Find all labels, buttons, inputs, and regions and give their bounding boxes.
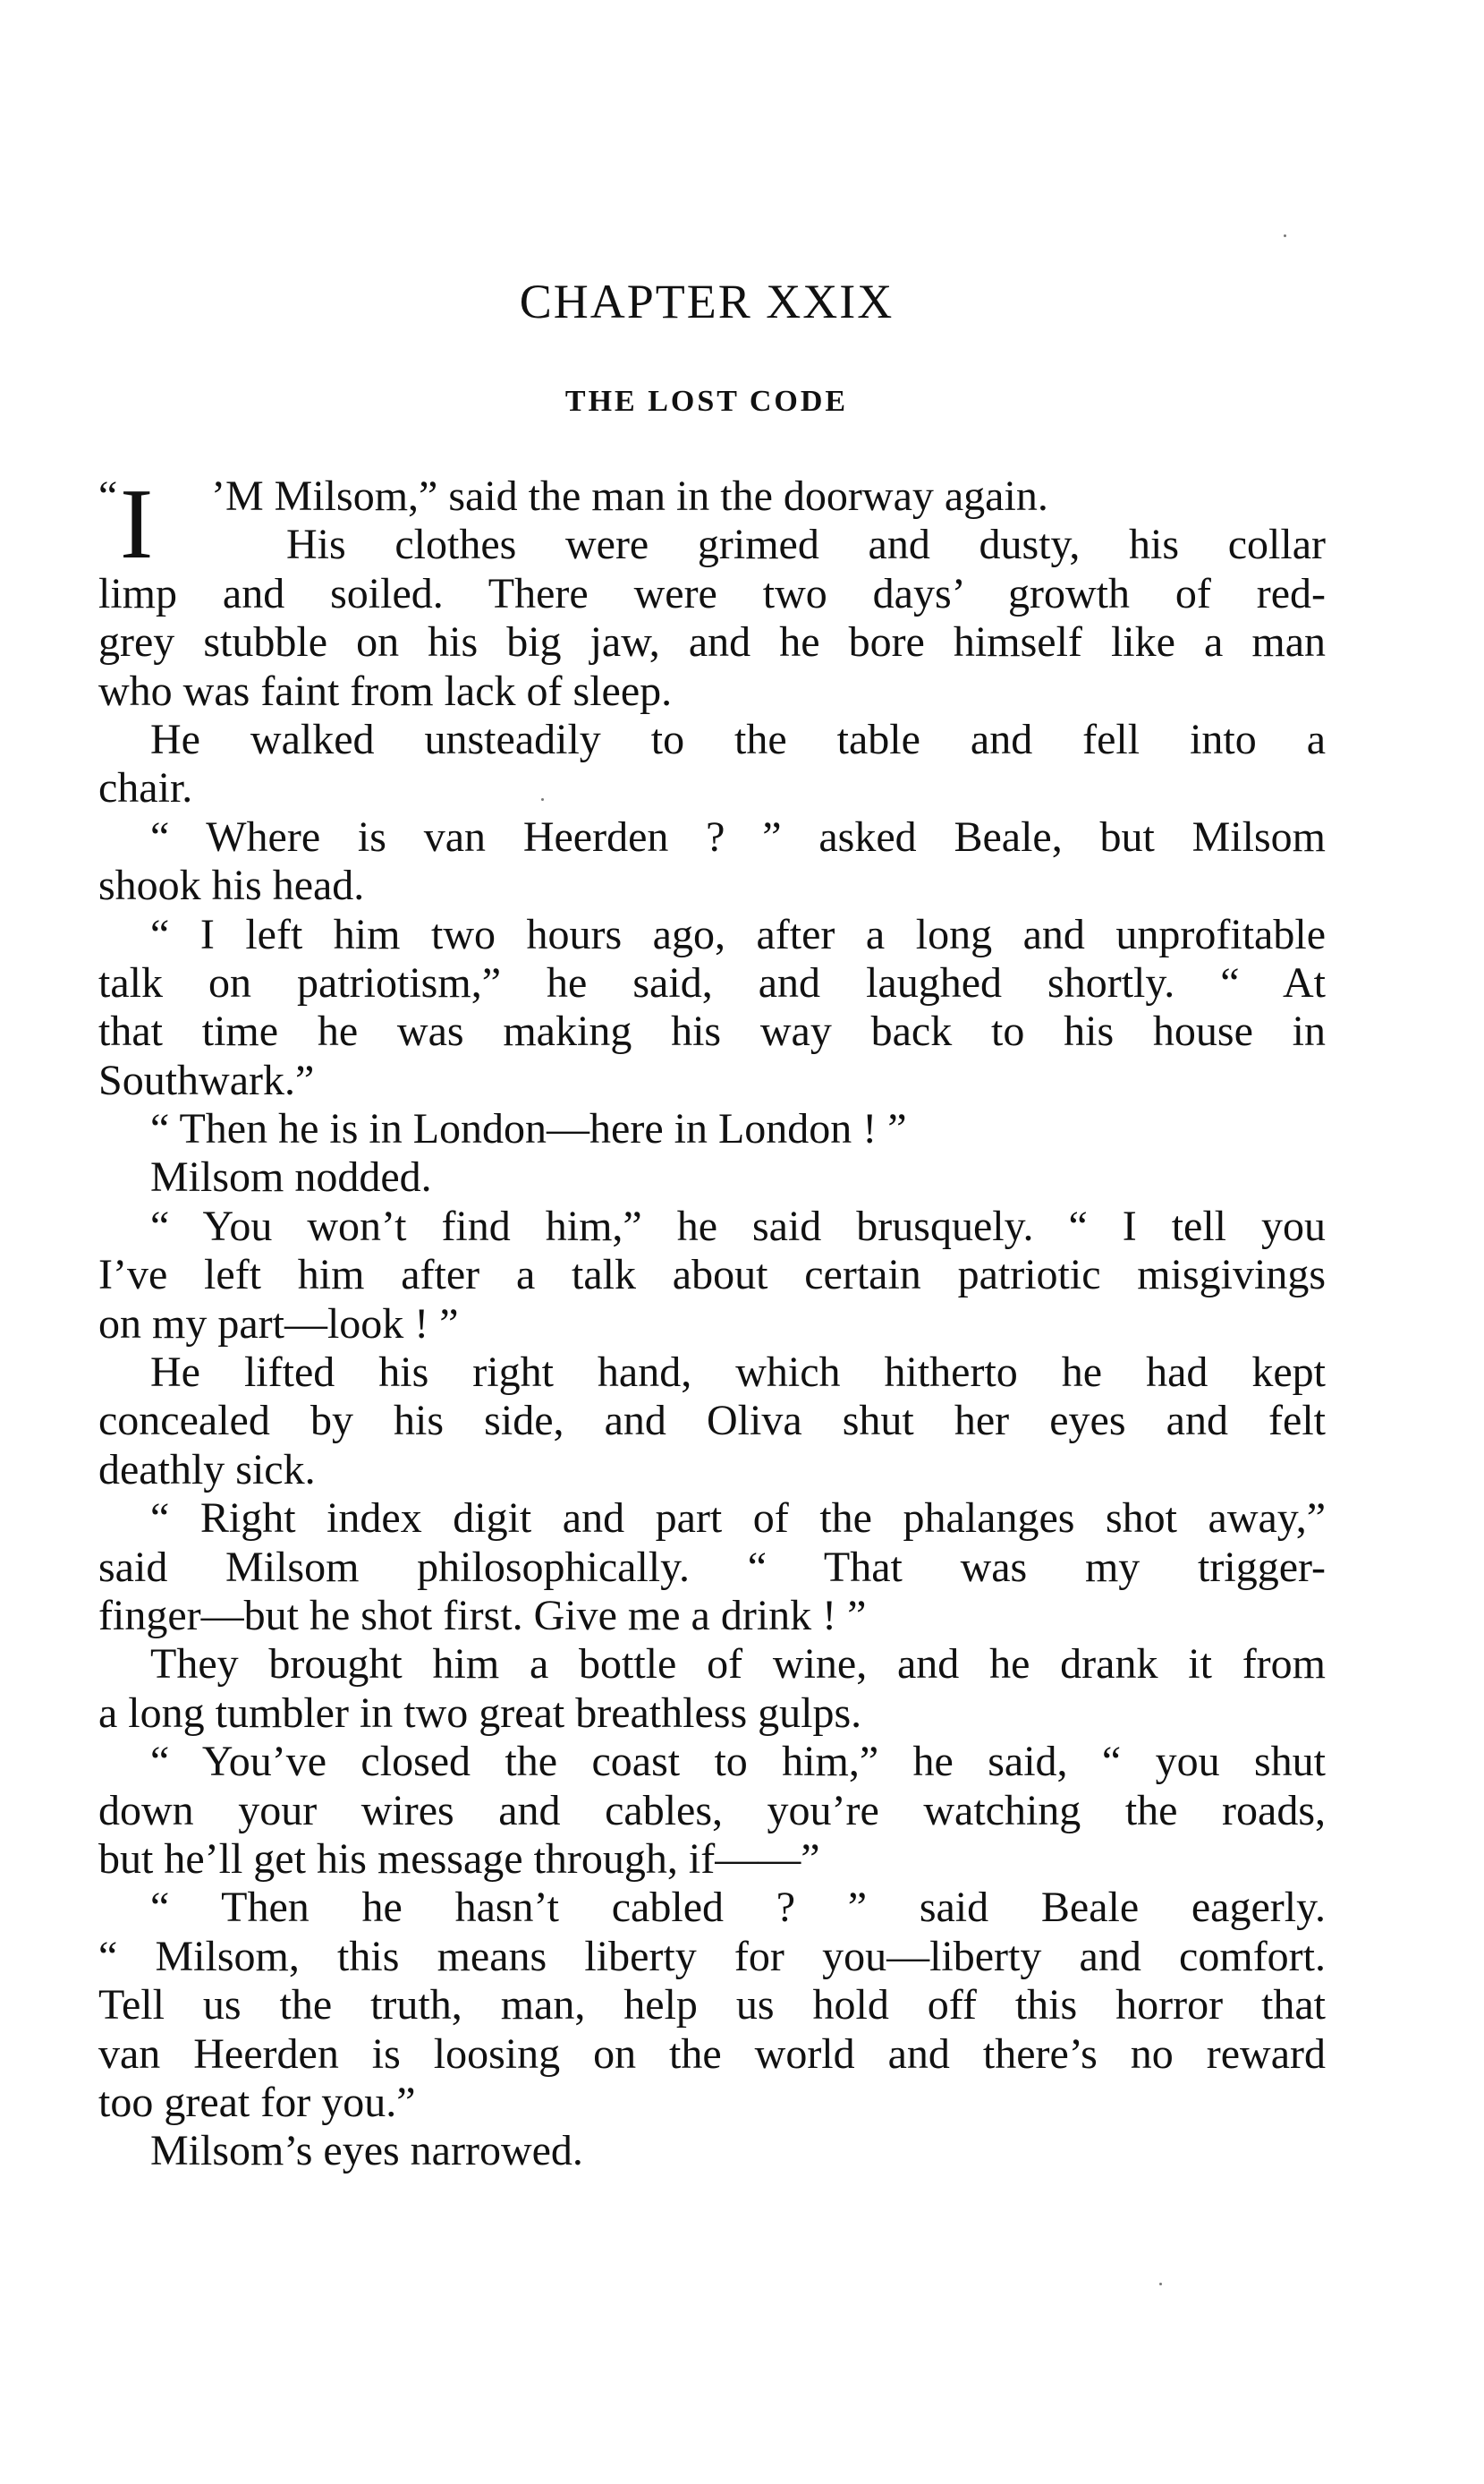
text-line: too great for you.” bbox=[98, 2078, 416, 2126]
text-line: “ You won’t find him,” he said brusquely. “ I tell you bbox=[150, 1202, 1326, 1250]
text-line: Milsom nodded. bbox=[150, 1153, 432, 1202]
text-line: Milsom’s eyes narrowed. bbox=[150, 2127, 583, 2175]
text-line: on my part—look ! ” bbox=[98, 1299, 459, 1348]
text-line: “ Right index digit and part of the phalanges shot away,” bbox=[150, 1494, 1326, 1543]
text-line: limp and soiled. There were two days’ growth of red- bbox=[98, 569, 1326, 617]
text-line: a long tumbler in two great breathless gulps. bbox=[98, 1689, 862, 1737]
text-line: grey stubble on his big jaw, and he bore himself like a man bbox=[98, 618, 1326, 667]
text-line: but he’ll get his message through, if——” bbox=[98, 1834, 820, 1883]
text-line: His clothes were grimed and dusty, his collar bbox=[286, 521, 1326, 569]
text-line: Southwark.” bbox=[98, 1056, 315, 1104]
text-line: shook his head. bbox=[98, 862, 365, 910]
text-line: “ You’ve closed the coast to him,” he said, “ you shut bbox=[150, 1738, 1326, 1786]
chapter-heading: CHAPTER XXIX bbox=[519, 275, 895, 328]
first-paragraph-line: ’M Milsom,” said the man in the doorway again. bbox=[211, 472, 1048, 520]
drop-cap-letter: I bbox=[120, 469, 154, 580]
opening-quote-mark: “ bbox=[98, 472, 118, 520]
text-line: who was faint from lack of sleep. bbox=[98, 667, 673, 715]
paper-speck bbox=[541, 798, 544, 801]
text-line: concealed by his side, and Oliva shut her eyes and felt bbox=[98, 1397, 1326, 1445]
text-line: that time he was making his way back to his house in bbox=[98, 1008, 1326, 1056]
text-line: “ I left him two hours ago, after a long and unprofitable bbox=[150, 910, 1326, 958]
text-line: chair. bbox=[98, 764, 193, 812]
text-line: talk on patriotism,” he said, and laughed shortly. “ At bbox=[98, 958, 1326, 1007]
text-line: deathly sick. bbox=[98, 1445, 316, 1493]
chapter-body-text bbox=[98, 469, 1326, 2176]
text-line: I’ve left him after a talk about certain patriotic misgivings bbox=[98, 1251, 1326, 1299]
text-line: “ Where is van Heerden ? ” asked Beale, but Milsom bbox=[150, 812, 1326, 861]
text-line: “ Milsom, this means liberty for you—liberty and comfort. bbox=[98, 1932, 1326, 1980]
text-line: Tell us the truth, man, help us hold off this horror that bbox=[98, 1981, 1326, 2029]
paper-speck bbox=[1159, 2283, 1162, 2285]
text-line: They brought him a bottle of wine, and he drank it from bbox=[150, 1640, 1326, 1689]
text-line: He walked unsteadily to the table and fell into a bbox=[150, 715, 1326, 763]
text-line: van Heerden is loosing on the world and there’s no reward bbox=[98, 2029, 1326, 2078]
text-line: finger—but he shot first. Give me a drink ! ” bbox=[98, 1591, 867, 1639]
text-line: He lifted his right hand, which hitherto he had kept bbox=[150, 1348, 1326, 1397]
text-line: “ Then he is in London—here in London ! ” bbox=[150, 1105, 907, 1153]
text-line: said Milsom philosophically. “ That was my trigger- bbox=[98, 1543, 1326, 1591]
text-line: “ Then he hasn’t cabled ? ” said Beale eagerly. bbox=[150, 1884, 1326, 1932]
text-line: down your wires and cables, you’re watching the roads, bbox=[98, 1786, 1326, 1834]
paper-speck bbox=[1284, 234, 1286, 237]
chapter-subtitle: THE LOST CODE bbox=[564, 385, 849, 418]
